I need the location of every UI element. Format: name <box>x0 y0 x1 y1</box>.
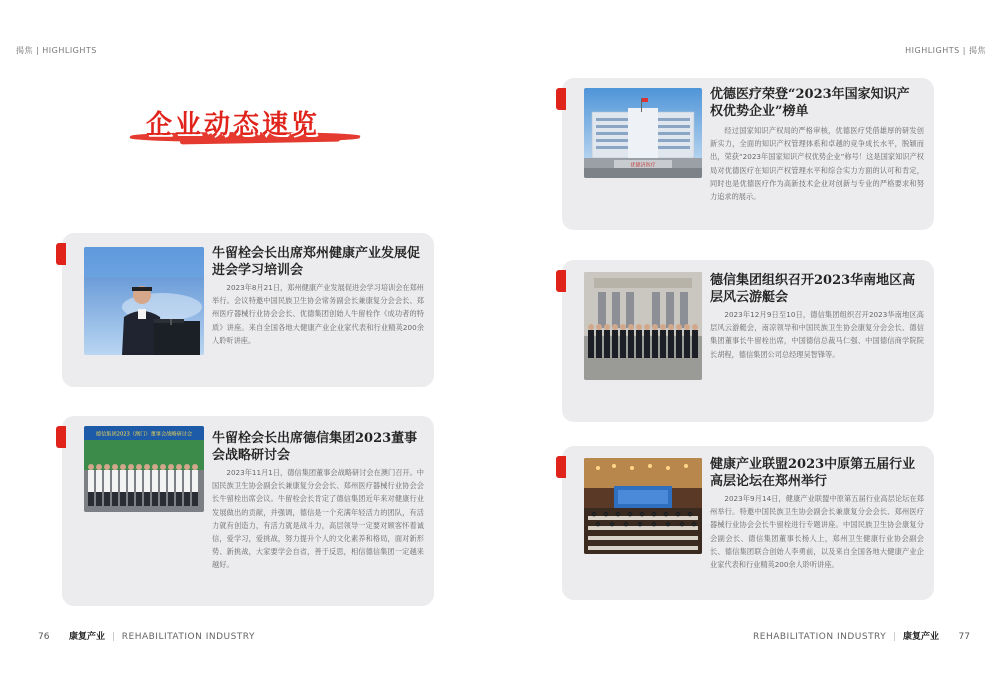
footer-right: REHABILITATION INDUSTRY | 康复产业 77 <box>753 632 970 642</box>
card-red-tab <box>56 243 66 265</box>
article-photo-building <box>584 88 702 178</box>
section-title: 企业动态速览 <box>146 110 321 140</box>
photo-sign-text: 优德济医疗 <box>630 162 656 169</box>
footer-brand-right: 康复产业 <box>903 632 940 642</box>
article-card-4[interactable] <box>62 416 434 606</box>
article-body-3: 2023年12月9日至10日，德信集团组织召开2023华南地区高层风云游艇会，南凉领导和中国民族卫生协会康复分会会长、德信集团董事长牛留栓出席，中国德信总裁马仁强、中国德信商学院院长胡程，德信集团公司总经理吴智锋等。 <box>710 310 924 359</box>
footer-brand-left: 康复产业 <box>68 632 105 642</box>
article-photo-meeting-group <box>84 426 204 512</box>
header-right: HIGHLIGHTS | 揭焦 <box>905 46 986 55</box>
article-headline-1[interactable]: 优德医疗荣登“2023年国家知识产权优势企业”榜单 <box>710 87 910 119</box>
article-card-2[interactable] <box>62 233 434 387</box>
footer-en-left: REHABILITATION INDUSTRY <box>121 632 255 642</box>
article-headline-4[interactable]: 牛留栓会长出席德信集团2023董事会战略研讨会 <box>212 431 418 463</box>
article-photo-speaker <box>84 247 204 355</box>
page-number-right: 77 <box>958 632 970 642</box>
article-headline-2[interactable]: 牛留栓会长出席郑州健康产业发展促进会学习培训会 <box>212 246 421 278</box>
article-photo-group <box>584 272 702 380</box>
page-number-left: 76 <box>38 632 50 642</box>
card-red-tab <box>556 270 566 292</box>
header-left: 揭焦 | HIGHLIGHTS <box>16 46 97 55</box>
article-photo-conference <box>584 458 702 554</box>
article-headline-3[interactable]: 德信集团组织召开2023华南地区高层风云游艇会 <box>710 273 916 305</box>
article-card-3[interactable] <box>562 260 934 422</box>
card-red-tab <box>56 426 66 448</box>
article-body-5: 2023年9月14日，健康产业联盟中原第五届行业高层论坛在郑州举行。特邀中国民族卫生协会副会长兼康复分会会长、郑州医疗器械行业协会会长牛留栓进行专题讲座。中国民族卫生协会康复分会副会长、德信集团董事长杨人上，郑州卫生健康行业协会副会长、德信集团联合创始人李勇前，以及来自全国各地大健康产业企业家代表和行业精英200余人聆听讲座。 <box>710 494 924 570</box>
footer-en-right: REHABILITATION INDUSTRY <box>753 632 887 642</box>
article-card-1[interactable] <box>562 78 934 230</box>
photo-banner-text: 德信集团2023（澳门）董事会战略研讨会 <box>95 431 193 438</box>
article-headline-5[interactable]: 健康产业联盟2023中原第五届行业高层论坛在郑州举行 <box>710 457 916 489</box>
card-red-tab <box>556 456 566 478</box>
footer-left: 76 康复产业 | REHABILITATION INDUSTRY <box>38 632 255 642</box>
article-body-2: 2023年8月21日，郑州健康产业发展促进会学习培训会在郑州举行。会议特邀中国民族卫生协会常务副会长兼康复分会会长、郑州医疗器械行业协会会长、优德集团创始人牛留栓作《成功者的特质》讲座。来自全国各地大健康产业企业家代表和行业精英200余人聆听讲座。 <box>212 283 424 345</box>
card-red-tab <box>556 88 566 110</box>
article-body-4: 2023年11月1日，德信集团董事会战略研讨会在澳门召开。中国民族卫生协会副会长兼康复分会会长、郑州医疗器械行业协会会长牛留栓出席会议。牛留栓会长肯定了德信集团近年来对健康行业发展做出的贡献，并强调，德信是一个充满年轻活力的团队，有活力就有创造力，有活力就是战斗力，高层领导一定要对顾客怀着诚信，爱学习，爱挑战，努力提升个人的文化素养和格局，面对新形势、新挑战，大家要学会自省，善于反思，相信德信集团一定越来越好。 <box>212 468 424 570</box>
article-card-5[interactable] <box>562 446 934 600</box>
article-body-1: 经过国家知识产权局的严格审核，优德医疗凭借雄厚的研发创新实力，全面的知识产权管理体系和卓越的竞争成长水平，脱颖而出，荣获“2023年国家知识产权优势企业”称号！这是国家知识产权局对优德医疗在知识产权管理水平和综合实力方面的认可和肯定，同时也是优德医疗作为高新技术企业对创新与专业的严格要求和努力追求的展示。 <box>710 126 924 202</box>
